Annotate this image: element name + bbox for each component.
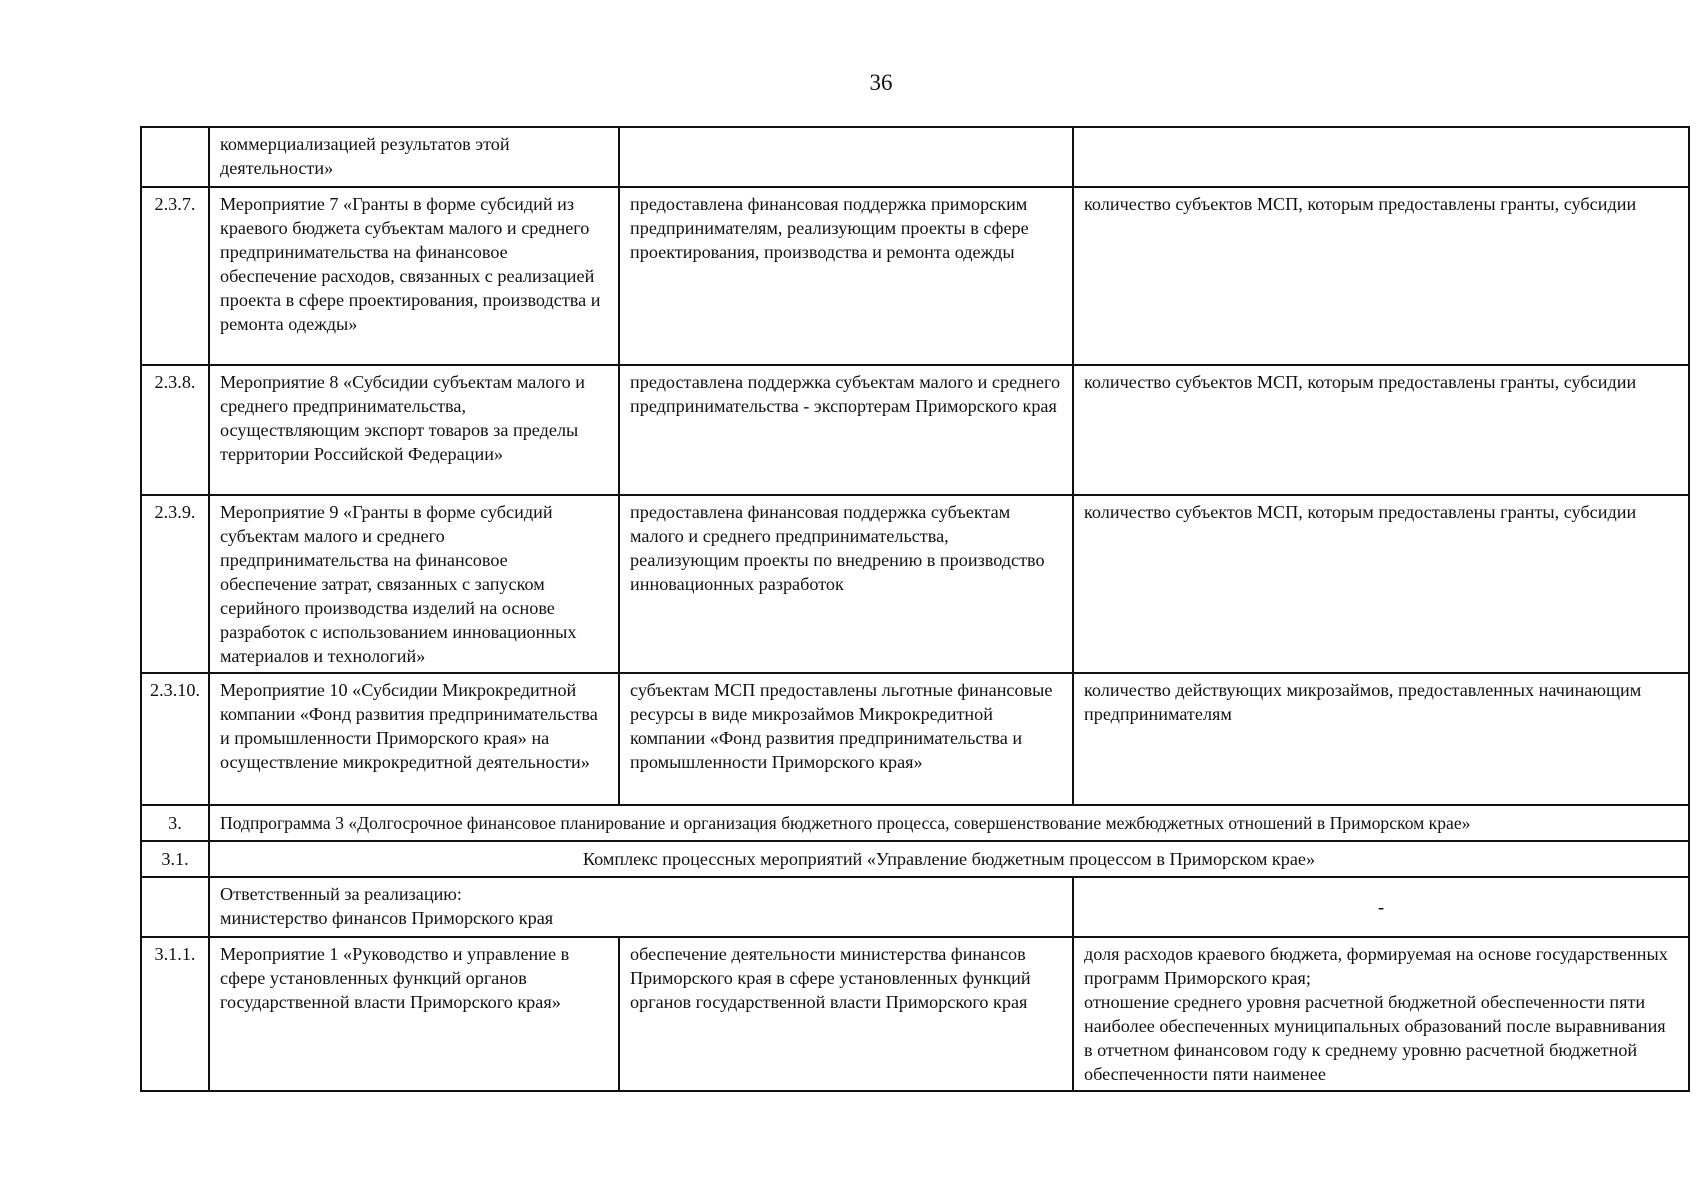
event-cell: коммерциализацией результатов этой деятельности» (209, 127, 619, 187)
responsible-label: Ответственный за реализацию: (220, 884, 462, 904)
indicator-cell: количество субъектов МСП, которым предоставлены гранты, субсидии (1073, 495, 1689, 673)
subprogram-number: 3. (141, 805, 209, 841)
responsible-cell (209, 877, 1073, 937)
event-cell: Мероприятие 9 «Гранты в форме субсидий субъектам малого и среднего предпринимательства на финансовое обеспечение затрат, связанных с запуском серийного производства изделий на основе разработок с использованием инновационных материалов и технологий» (209, 495, 619, 673)
empty-number-cell (141, 877, 209, 937)
measures-table (140, 126, 1690, 1092)
result-cell (619, 127, 1073, 187)
event-cell: Мероприятие 1 «Руководство и управление в сфере установленных функций органов государственной власти Приморского края» (209, 937, 619, 1091)
table-row (141, 673, 1689, 805)
complex-row (141, 841, 1689, 877)
complex-title: Комплекс процессных мероприятий «Управление бюджетным процессом в Приморском крае» (209, 841, 1689, 877)
table-row (141, 495, 1689, 673)
page-number: 36 (869, 70, 893, 95)
table-row (141, 937, 1689, 1091)
indicator-line: отношение среднего уровня расчетной бюджетной обеспеченности пяти наиболее обеспеченных муниципальных образований после выравнивания в отчетном финансовом году к среднему уровню расчетной бюджетной обеспеченности пяти наименее (1084, 992, 1666, 1084)
table-row (141, 365, 1689, 495)
complex-number: 3.1. (141, 841, 209, 877)
indicator-cell (1073, 937, 1689, 1091)
event-cell: Мероприятие 7 «Гранты в форме субсидий из краевого бюджета субъектам малого и среднего предпринимательства на финансовое обеспечение расходов, связанных с реализацией проекта в сфере проектирования, производства и ремонта одежды» (209, 187, 619, 365)
row-number: 2.3.10. (141, 673, 209, 805)
indicator-cell (1073, 127, 1689, 187)
result-cell: субъектам МСП предоставлены льготные финансовые ресурсы в виде микрозаймов Микрокредитной компании «Фонд развития предпринимательства и промышленности Приморского края» (619, 673, 1073, 805)
responsible-dash: - (1073, 877, 1689, 937)
row-number (141, 127, 209, 187)
indicator-line: доля расходов краевого бюджета, формируемая на основе государственных программ Приморского края; (1084, 944, 1668, 988)
subprogram-row (141, 805, 1689, 841)
table-row (141, 127, 1689, 187)
result-cell: обеспечение деятельности министерства финансов Приморского края в сфере установленных функций органов государственной власти Приморского края (619, 937, 1073, 1091)
row-number: 2.3.7. (141, 187, 209, 365)
subprogram-title: Подпрограмма 3 «Долгосрочное финансовое планирование и организация бюджетного процесса, совершенствование межбюджетных отношений в Приморском крае» (209, 805, 1689, 841)
responsible-value: министерство финансов Приморского края (220, 908, 554, 928)
row-number: 2.3.9. (141, 495, 209, 673)
result-cell: предоставлена финансовая поддержка субъектам малого и среднего предпринимательства, реализующим проекты по внедрению в производство инновационных разработок (619, 495, 1073, 673)
indicator-cell: количество субъектов МСП, которым предоставлены гранты, субсидии (1073, 187, 1689, 365)
indicator-cell: количество субъектов МСП, которым предоставлены гранты, субсидии (1073, 365, 1689, 495)
table-row (141, 187, 1689, 365)
result-cell: предоставлена финансовая поддержка приморским предпринимателям, реализующим проекты в сфере проектирования, производства и ремонта одежды (619, 187, 1073, 365)
row-number: 2.3.8. (141, 365, 209, 495)
result-cell: предоставлена поддержка субъектам малого и среднего предпринимательства - экспортерам Приморского края (619, 365, 1073, 495)
indicator-cell: количество действующих микрозаймов, предоставленных начинающим предпринимателям (1073, 673, 1689, 805)
responsible-row (141, 877, 1689, 937)
row-number: 3.1.1. (141, 937, 209, 1091)
event-cell: Мероприятие 8 «Субсидии субъектам малого и среднего предпринимательства, осуществляющим экспорт товаров за пределы территории Российской Федерации» (209, 365, 619, 495)
event-cell: Мероприятие 10 «Субсидии Микрокредитной компании «Фонд развития предпринимательства и промышленности Приморского края» на осуществление микрокредитной деятельности» (209, 673, 619, 805)
